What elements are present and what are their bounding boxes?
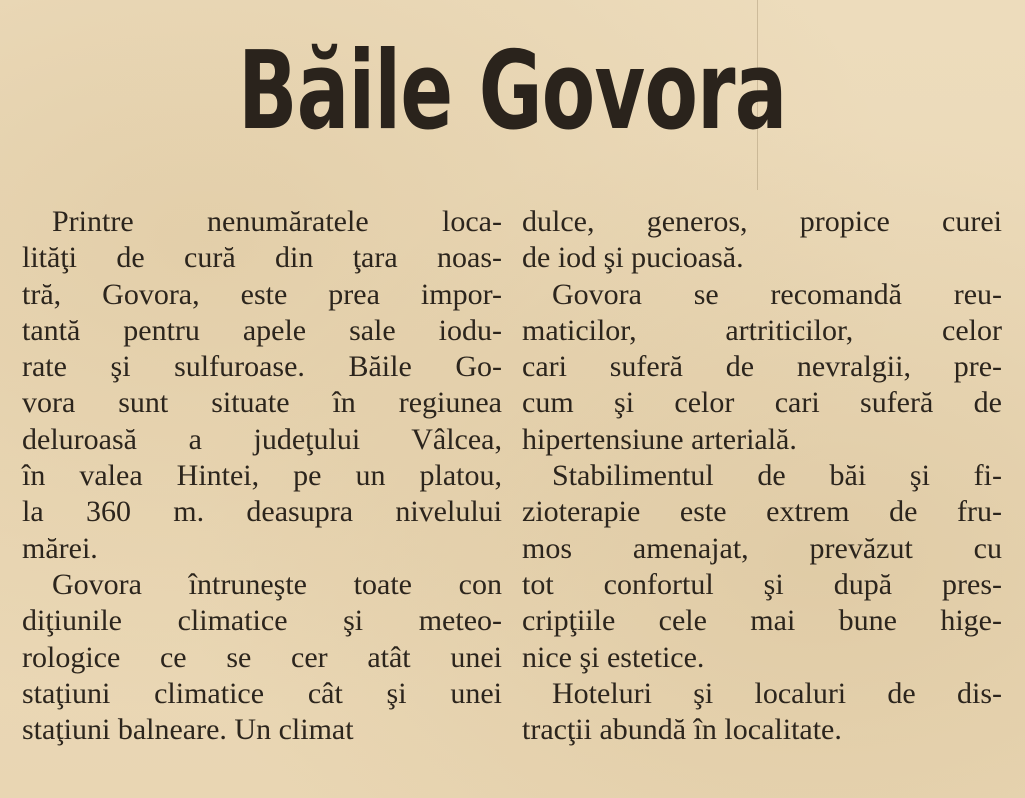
text-line: hipertensiune arterială. xyxy=(522,422,797,456)
text-line: la 360 m. deasupra nivelului xyxy=(22,495,502,529)
text-line: lităţi de cură din ţara noas- xyxy=(22,241,502,275)
text-line: în valea Hintei, pe un platou, xyxy=(22,459,502,493)
text-line: tracţii abundă în localitate. xyxy=(522,713,842,747)
article-column-right xyxy=(522,204,1002,748)
text-line: nice şi estetice. xyxy=(522,640,705,674)
text-line: vora sunt situate în regiunea xyxy=(22,386,502,420)
text-line: diţiunile climatice şi meteo- xyxy=(22,604,502,638)
text-line: cari suferă de nevralgii, pre- xyxy=(522,350,1002,384)
article-headline: Băile Govora xyxy=(238,29,787,154)
text-line: Printre nenumăratele loca- xyxy=(52,205,502,238)
article-column-left xyxy=(22,204,502,748)
text-line: cripţiile cele mai bune hige- xyxy=(522,604,1002,638)
text-line: maticilor, artriticilor, celor xyxy=(522,313,1002,347)
text-line: zioterapie este extrem de fru- xyxy=(522,495,1002,529)
text-line: tră, Govora, este prea impor- xyxy=(22,277,502,311)
text-line: Hoteluri şi localuri de dis- xyxy=(552,676,1002,710)
text-line: de iod şi pucioasă. xyxy=(522,241,744,275)
text-line: dulce, generos, propice curei xyxy=(522,205,1002,238)
text-line: mărei. xyxy=(22,531,98,565)
text-line: tantă pentru apele sale iodu- xyxy=(22,313,502,347)
text-line: staţiuni balneare. Un climat xyxy=(22,713,354,747)
text-line: mos amenajat, prevăzut cu xyxy=(522,531,1002,565)
text-line: tot confortul şi după pres- xyxy=(522,567,1002,601)
text-line: Govora întruneşte toate con xyxy=(52,567,502,601)
text-line: rate şi sulfuroase. Băile Go- xyxy=(22,350,502,384)
text-line: Govora se recomandă reu- xyxy=(552,277,1002,311)
text-line: cum şi celor cari suferă de xyxy=(522,386,1002,420)
text-line: rologice ce se cer atât unei xyxy=(22,640,502,674)
text-line: staţiuni climatice cât şi unei xyxy=(22,676,502,710)
text-line: deluroasă a judeţului Vâlcea, xyxy=(22,422,502,456)
text-line: Stabilimentul de băi şi fi- xyxy=(552,459,1002,493)
